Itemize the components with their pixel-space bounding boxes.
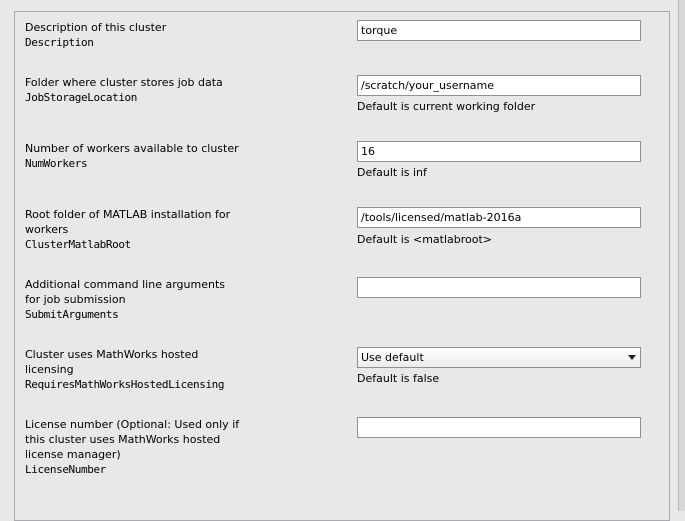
hosted-licensing-hint: Default is false: [357, 372, 440, 385]
num-workers-input[interactable]: [357, 141, 641, 162]
job-storage-prop: JobStorageLocation: [25, 91, 138, 104]
scrollbar[interactable]: [678, 0, 685, 511]
num-workers-desc: Number of workers available to cluster: [25, 142, 239, 155]
job-storage-desc: Folder where cluster stores job data: [25, 76, 223, 89]
description-desc: Description of this cluster: [25, 21, 167, 34]
job-storage-hint: Default is current working folder: [357, 100, 536, 113]
hosted-licensing-select[interactable]: [357, 347, 641, 368]
description-label: [25, 20, 270, 50]
hosted-licensing-label: [25, 347, 270, 392]
submit-args-desc-line1: Additional command line arguments: [25, 278, 225, 291]
license-number-label: [25, 417, 270, 477]
job-storage-input[interactable]: [357, 75, 641, 96]
matlab-root-prop: ClusterMatlabRoot: [25, 238, 131, 251]
license-number-input[interactable]: [357, 417, 641, 438]
description-prop: Description: [25, 36, 94, 49]
submit-args-label: [25, 277, 270, 322]
matlab-root-input[interactable]: [357, 207, 641, 228]
submit-args-prop: SubmitArguments: [25, 308, 119, 321]
description-input[interactable]: [357, 20, 641, 41]
hosted-licensing-desc-line1: Cluster uses MathWorks hosted: [25, 348, 199, 361]
num-workers-prop: NumWorkers: [25, 157, 88, 170]
matlab-root-desc-line2: workers: [25, 223, 69, 236]
hosted-licensing-prop: RequiresMathWorksHostedLicensing: [25, 378, 225, 391]
hosted-licensing-desc-line2: licensing: [25, 363, 74, 376]
matlab-root-hint: Default is <matlabroot>: [357, 233, 493, 246]
license-number-desc-line3: license manager): [25, 448, 121, 461]
hosted-licensing-selected: Use default: [361, 351, 424, 364]
submit-args-input[interactable]: [357, 277, 641, 298]
job-storage-label: [25, 75, 270, 105]
matlab-root-desc-line1: Root folder of MATLAB installation for: [25, 208, 231, 221]
submit-args-desc-line2: for job submission: [25, 293, 126, 306]
chevron-down-icon[interactable]: [628, 355, 636, 360]
matlab-root-label: [25, 207, 270, 252]
num-workers-hint: Default is inf: [357, 166, 427, 179]
num-workers-label: [25, 141, 270, 171]
license-number-desc-line1: License number (Optional: Used only if: [25, 418, 240, 431]
license-number-prop: LicenseNumber: [25, 463, 106, 476]
license-number-desc-line2: this cluster uses MathWorks hosted: [25, 433, 221, 446]
